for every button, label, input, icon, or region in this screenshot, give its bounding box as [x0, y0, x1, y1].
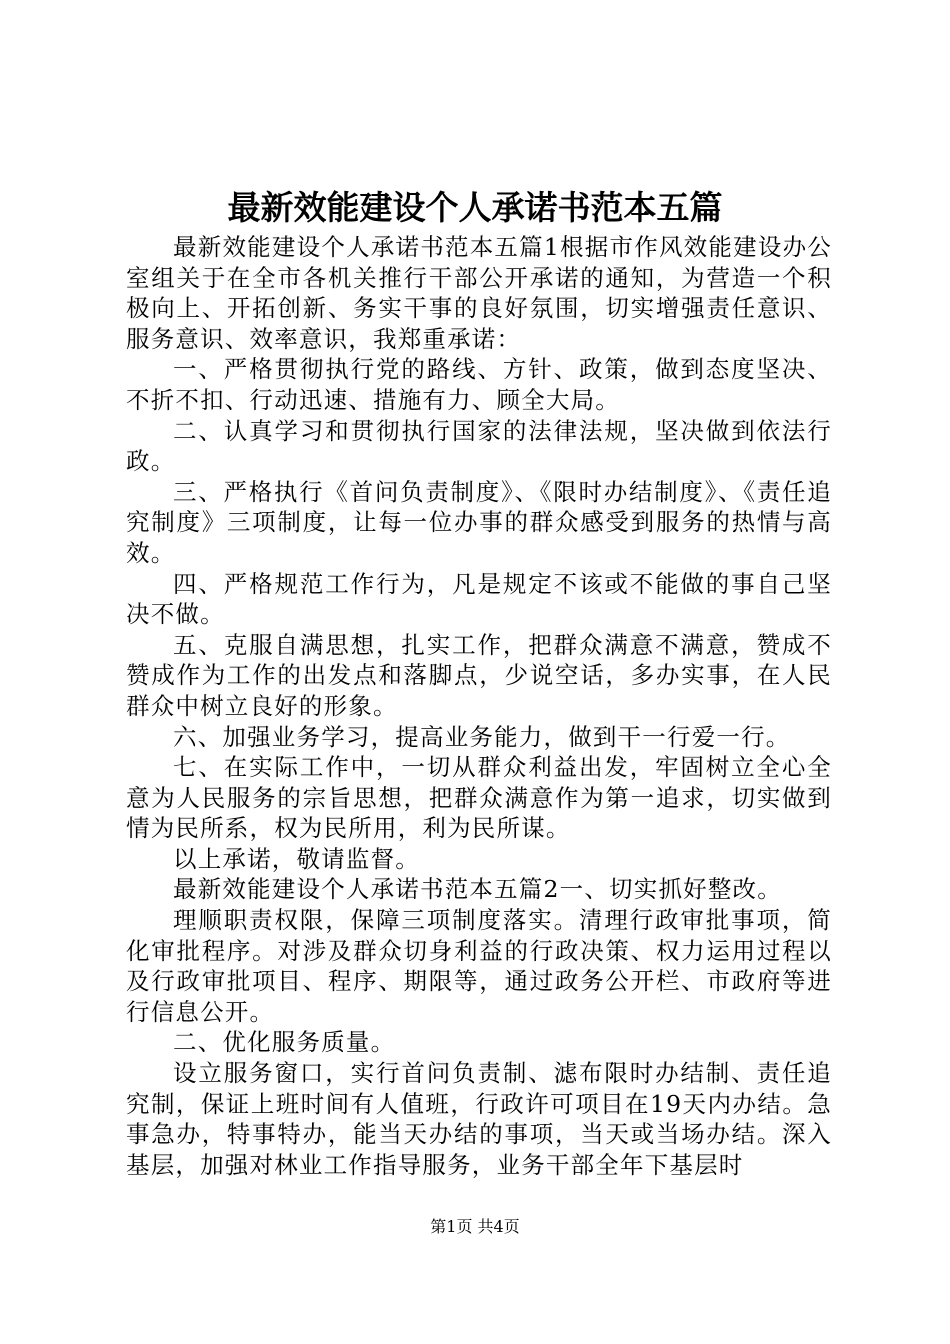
- paragraph-item-3: 三、严格执行《首问负责制度》、《限时办结制度》、《责任追究制度》三项制度，让每一位办事的群众感受到服务的热情与高效。: [126, 477, 832, 567]
- paragraph-section-2-heading: 最新效能建设个人承诺书范本五篇2一、切实抓好整改。: [173, 875, 782, 904]
- paragraph-item-6: 六、加强业务学习，提高业务能力，做到干一行爱一行。: [173, 722, 791, 751]
- page-footer: 第1页 共4页: [430, 1217, 520, 1236]
- paragraph-section-2-service: 设立服务窗口，实行首问负责制、滤布限时办结制、责任追究制，保证上班时间有人值班，行政许可项目在19天内办结。急事急办，特事特办，能当天办结的事项，当天或当场办结。深入基层，加强对林业工作指导服务，业务干部全年下基层时: [126, 1059, 832, 1179]
- paragraph-item-1: 一、严格贯彻执行党的路线、方针、政策，做到态度坚决、不折不扣、行动迅速、措施有力、顾全大局。: [126, 355, 832, 414]
- paragraph-item-5: 五、克服自满思想，扎实工作，把群众满意不满意，赞成不赞成作为工作的出发点和落脚点，少说空话，多办实事，在人民群众中树立良好的形象。: [126, 630, 832, 720]
- paragraph-closing: 以上承诺，敬请监督。: [173, 844, 420, 873]
- paragraph-section-2-item-2: 二、优化服务质量。: [173, 1028, 396, 1057]
- paragraph-section-2-body: 理顺职责权限，保障三项制度落实。清理行政审批事项，简化审批程序。对涉及群众切身利益的行政决策、权力运用过程以及行政审批项目、程序、期限等，通过政务公开栏、市政府等进行信息公开。: [126, 906, 832, 1026]
- paragraph-item-7: 七、在实际工作中，一切从群众利益出发，牢固树立全心全意为人民服务的宗旨思想，把群众满意作为第一追求，切实做到情为民所系，权为民所用，利为民所谋。: [126, 753, 832, 843]
- document-title: 最新效能建设个人承诺书范本五篇: [227, 188, 723, 227]
- document-body: [126, 232, 832, 1180]
- paragraph-intro: 最新效能建设个人承诺书范本五篇1根据市作风效能建设办公室组关于在全市各机关推行干部公开承诺的通知，为营造一个积极向上、开拓创新、务实干事的良好氛围，切实增强责任意识、服务意识、效率意识，我郑重承诺：: [126, 233, 832, 353]
- paragraph-item-2: 二、认真学习和贯彻执行国家的法律法规，坚决做到依法行政。: [126, 416, 832, 476]
- paragraph-item-4: 四、严格规范工作行为，凡是规定不该或不能做的事自己坚决不做。: [126, 569, 832, 629]
